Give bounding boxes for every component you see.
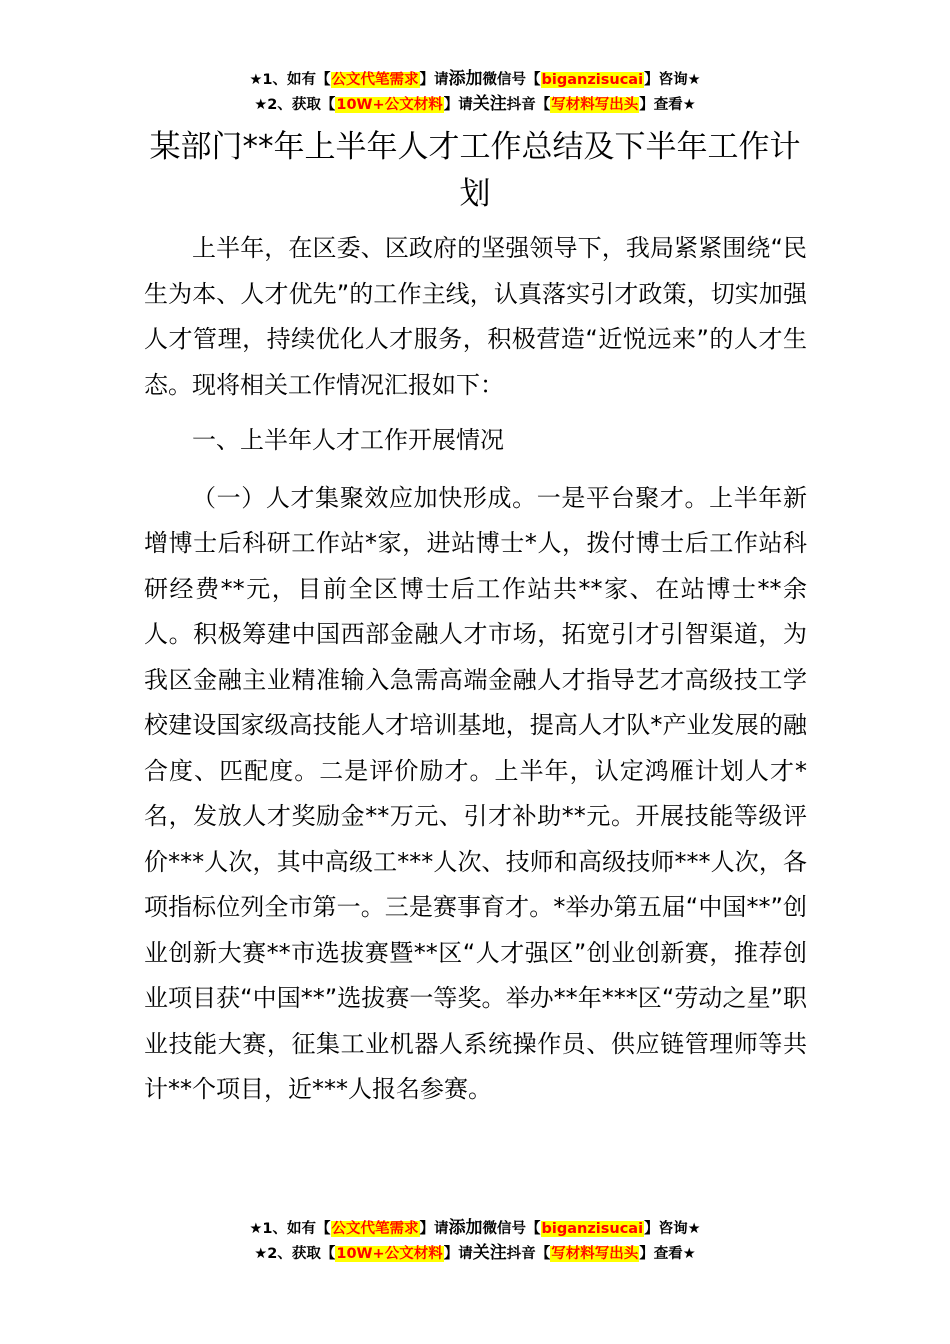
promo-emphasis: 关注 bbox=[472, 94, 507, 114]
highlight-douyin-account: 写材料写出头 bbox=[551, 1246, 639, 1262]
promo-text: 】查看★ bbox=[639, 1246, 696, 1262]
highlight-materials: 10W+公文材料 bbox=[336, 1246, 443, 1262]
section-heading: 一、上半年人才工作开展情况 bbox=[192, 426, 504, 454]
promo-text: 微信号【 bbox=[482, 72, 541, 88]
promo-text: 】请 bbox=[443, 97, 473, 113]
highlight-douyin-account: 写材料写出头 bbox=[551, 97, 639, 113]
intro-paragraph: 上半年，在区委、区政府的坚强领导下，我局紧紧围绕“民生为本、人才优先”的工作主线，认真落实引才政策，切实加强人才管理，持续优化人才服务，积极营造“近悦远来”的人才生态。现将相关工作情况汇报如下： bbox=[144, 234, 807, 399]
promo-line-1 bbox=[0, 67, 950, 92]
highlight-service: 公文代笔需求 bbox=[331, 1221, 419, 1237]
promo-text: 抖音【 bbox=[506, 1246, 551, 1262]
promo-emphasis: 关注 bbox=[472, 1243, 507, 1263]
body-paragraph: （一）人才集聚效应加快形成。一是平台聚才。上半年新增博士后科研工作站*家，进站博士*人，拨付博士后工作站科研经费**元，目前全区博士后工作站共**家、在站博士**余人。积极筹建中国西部金融人才市场，拓宽引才引智渠道，为我区金融主业精准输入急需高端金融人才指导艺才高级技工学校建设国家级高技能人才培训基地，提高人才队*产业发展的融合度、匹配度。二是评价励才。上半年，认定鸿雁计划人才*名，发放人才奖励金**万元、引才补助**元。开展技能等级评价***人次，其中高级工***人次、技师和高级技师***人次，各项指标位列全市第一。三是赛事育才。*举办第五届“中国**”创业创新大赛**市选拔赛暨**区“人才强区”创业创新赛，推荐创业项目获“中国**”选拔赛一等奖。举办**年***区“劳动之星”职业技能大赛，征集工业机器人系统操作员、供应链管理师等共计**个项目，近***人报名参赛。 bbox=[144, 483, 807, 1103]
promo-text: 微信号【 bbox=[482, 1221, 541, 1237]
highlight-materials: 10W+公文材料 bbox=[336, 97, 443, 113]
document-body bbox=[144, 226, 807, 1113]
footer-promo-banner bbox=[0, 1216, 950, 1266]
promo-emphasis: 添加 bbox=[448, 69, 483, 89]
promo-emphasis: 添加 bbox=[448, 1218, 483, 1238]
highlight-wechat-id: biganzisucai bbox=[541, 1221, 644, 1237]
promo-text: ★2、获取【 bbox=[254, 97, 336, 113]
promo-text: 】请 bbox=[443, 1246, 473, 1262]
promo-text: ★2、获取【 bbox=[254, 1246, 336, 1262]
promo-text: 】请 bbox=[419, 1221, 449, 1237]
promo-text: 】咨询★ bbox=[644, 1221, 701, 1237]
promo-line-2 bbox=[0, 1241, 950, 1266]
highlight-service: 公文代笔需求 bbox=[331, 72, 419, 88]
promo-text: ★1、如有【 bbox=[249, 72, 331, 88]
highlight-wechat-id: biganzisucai bbox=[541, 72, 644, 88]
promo-line-2 bbox=[0, 92, 950, 117]
promo-text: 】请 bbox=[419, 72, 449, 88]
promo-text: ★1、如有【 bbox=[249, 1221, 331, 1237]
header-promo-banner bbox=[0, 67, 950, 117]
promo-text: 】咨询★ bbox=[644, 72, 701, 88]
promo-line-1 bbox=[0, 1216, 950, 1241]
promo-text: 抖音【 bbox=[506, 97, 551, 113]
promo-text: 】查看★ bbox=[639, 97, 696, 113]
document-title: 某部门**年上半年人才工作总结及下半年工作计划 bbox=[149, 129, 801, 212]
